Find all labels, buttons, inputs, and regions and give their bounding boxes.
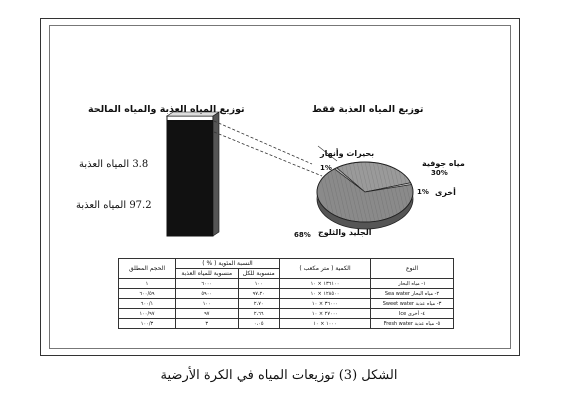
table-row (119, 309, 454, 319)
water-distribution-table (118, 258, 454, 329)
table-cell-type: ٣- مياه عذبة Sweet water (371, 299, 454, 309)
bar-label-fresh (79, 159, 148, 170)
table-row (119, 319, 454, 329)
bar-segment-salt (167, 121, 213, 236)
table-cell-quantity: ١٠٠٠ × ١٠ (280, 319, 371, 329)
table-cell-fresh: ٦٠٠٠ (176, 279, 239, 289)
pie-pct-lakes: 1% (320, 164, 332, 172)
table-cell-total: ٩٧،٢٠ (238, 289, 279, 299)
table-cell-volume: ٦٠٠/٥٩ (119, 289, 176, 299)
table-cell-total: ٢،٧٠ (238, 299, 279, 309)
pie-pct-other: 1% (417, 188, 429, 196)
bar-label-salt (76, 200, 152, 211)
table-cell-quantity: ١٢٨٥٠٠ × ١٠ (280, 289, 371, 299)
th-percent-fresh: منسوبة للمياه العذبة (176, 269, 239, 279)
table-cell-volume: ١٠٠/٣ (119, 319, 176, 329)
table-cell-volume: ٦٠٠/١ (119, 299, 176, 309)
table-cell-type: ٥- مياه عذبة Fresh water (371, 319, 454, 329)
table-row (119, 299, 454, 309)
bar-label-fresh-text: 3.8 المياه العذبة (79, 159, 149, 170)
table-cell-type: ٢- مياه البحار Sea water (371, 289, 454, 299)
th-percent: النسبة المئوية ( % ) (176, 259, 280, 269)
table-cell-quantity: ٣٦٠٠٠ × ١٠ (280, 299, 371, 309)
th-volume: الحجم المطلق (119, 259, 176, 279)
bar-label-salt-text: 97.2 المياه العذبة (76, 200, 152, 211)
figure-inner-frame (49, 25, 511, 349)
bar-chart-title: توزيع المياه العذبة والمياه المالحة (88, 104, 245, 115)
table-cell-fresh: ٩٧ (176, 309, 239, 319)
pie-chart (317, 162, 423, 229)
table-cell-quantity: ١٣٦١٠٠ × ١٠ (280, 279, 371, 289)
table-cell-type: ٤- أخرى Ice (371, 309, 454, 319)
table-cell-total: ١٠٠ (238, 279, 279, 289)
pie-label-other: أخرى (435, 188, 456, 197)
bar-segment-fresh (167, 116, 213, 121)
th-percent-total: منسوبة للكل (238, 269, 279, 279)
pie-pct-ice: 68% (294, 231, 311, 239)
table-cell-quantity: ٢٧٠٠٠ × ١٠ (280, 309, 371, 319)
table-cell-total: ٢،٦٦ (238, 309, 279, 319)
bar-side-face (213, 112, 219, 236)
table-cell-type: ١- مياه البحار (371, 279, 454, 289)
table-cell-volume: ١ (119, 279, 176, 289)
figure-caption: الشكل (3) توزيعات المياه في الكرة الأرضية (160, 368, 398, 383)
table-cell-fresh: ٣ (176, 319, 239, 329)
connector-line-top (214, 121, 312, 164)
table-cell-total: ٠،٠٥ (238, 319, 279, 329)
table-cell-volume: ١٠٠/٩٧ (119, 309, 176, 319)
table-cell-fresh: ٥٩٠٠ (176, 289, 239, 299)
table-row (119, 279, 454, 289)
pie-chart-title: توزيع المياه العذبة فقط (312, 104, 424, 115)
bar-chart (167, 112, 219, 236)
pie-label-ice: الجليد والثلوج (318, 228, 372, 237)
pie-label-lakes: بحيرات وأنهار (320, 149, 375, 158)
table-body (119, 279, 454, 329)
table-cell-fresh: ١٠٠ (176, 299, 239, 309)
connector-line-bottom (214, 132, 322, 176)
figure-frame (40, 18, 520, 356)
th-quantity: الكمية ( متر مكعب ) (280, 259, 371, 279)
pie-label-ground: مياه جوفية (422, 159, 465, 168)
table-row (119, 289, 454, 299)
pie-pct-ground: 30% (431, 169, 448, 177)
th-type: النوع (371, 259, 454, 279)
